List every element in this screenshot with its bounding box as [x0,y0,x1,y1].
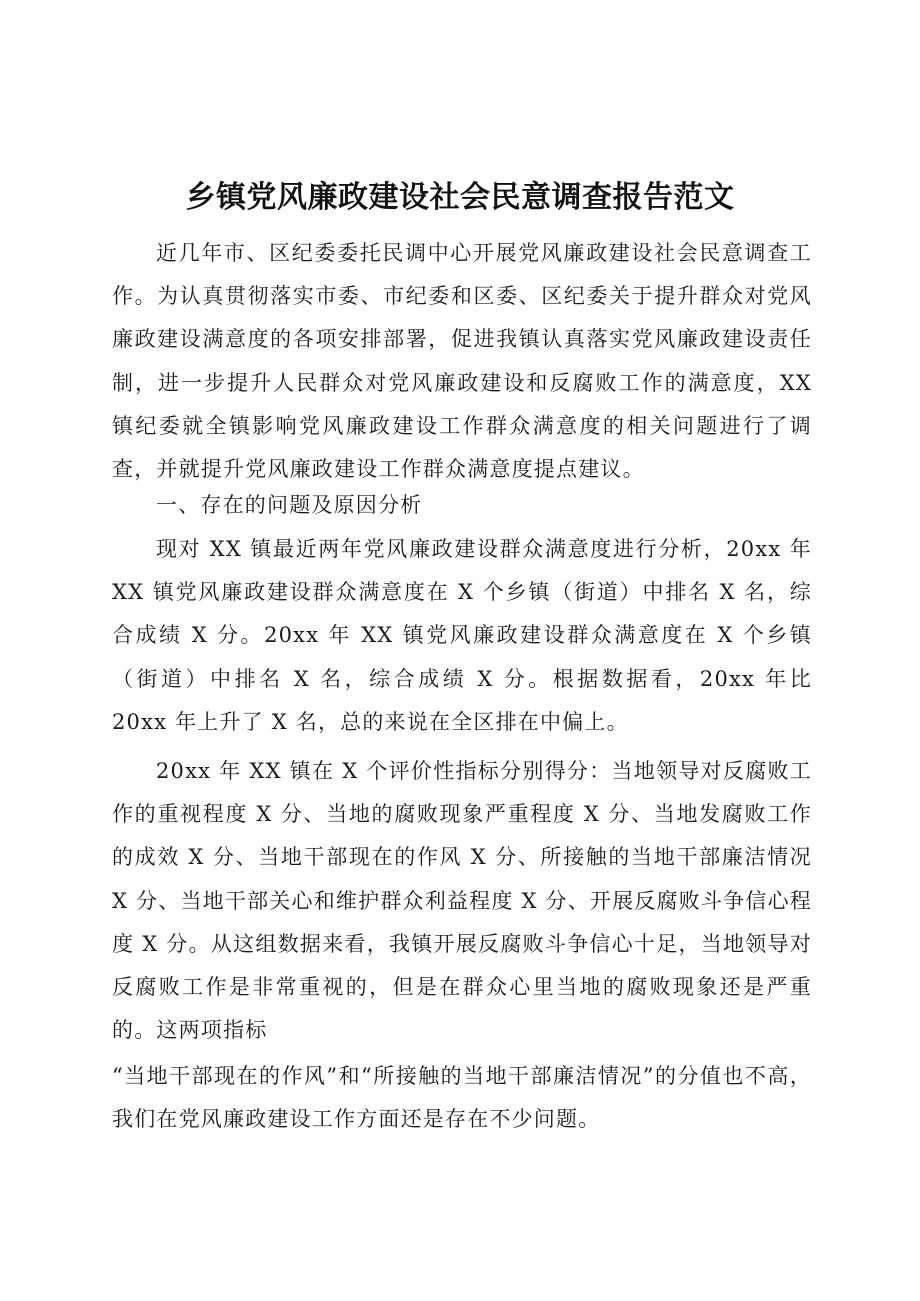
continuation-paragraph: “当地干部现在的作风”和“所接触的当地干部廉洁情况”的分值也不高，我们在党风廉政建设工作方面还是存在不少问题。 [112,1064,812,1132]
document-title: 乡镇党风廉政建设社会民意调查报告范文 [185,180,735,215]
intro-paragraph: 近几年市、区纪委委托民调中心开展党风廉政建设社会民意调查工作。为认真贯彻落实市委、市纪委和区委、区纪委关于提升群众对党风廉政建设满意度的各项安排部署，促进我镇认真落实党风廉政建设责任制，进一步提升人民群众对党风廉政建设和反腐败工作的满意度，XX 镇纪委就全镇影响党风廉政建设工作群众满意度的相关问题进行了调查，并就提升党风廉政建设工作群众满意度提点建议。 [112,241,812,482]
ranking-paragraph: 现对 XX 镇最近两年党风廉政建设群众满意度进行分析，20xx 年 XX 镇党风廉政建设群众满意度在 X 个乡镇（街道）中排名 X 名，综合成绩 X 分。20xx 年 XX 镇党风廉政建设群众满意度在 X 个乡镇（街道）中排名 X 名，综合成绩 X 分。根据数据看，20xx 年比 20xx 年上升了 X 名，总的来说在全区排在中偏上。 [112,537,812,734]
indicators-paragraph: 20xx 年 XX 镇在 X 个评价性指标分别得分：当地领导对反腐败工作的重视程度 X 分、当地的腐败现象严重程度 X 分、当地发腐败工作的成效 X 分、当地干部现在的作风 X 分、所接触的当地干部廉洁情况 X 分、当地干部关心和维护群众利益程度 X 分、开展反腐败斗争信心程度 X 分。从这组数据来看，我镇开展反腐败斗争信心十足，当地领导对反腐败工作是非常重视的，但是在群众心里当地的腐败现象还是严重的。这两项指标 [112,759,812,1043]
section-heading: 一、存在的问题及原因分析 [156,493,423,517]
